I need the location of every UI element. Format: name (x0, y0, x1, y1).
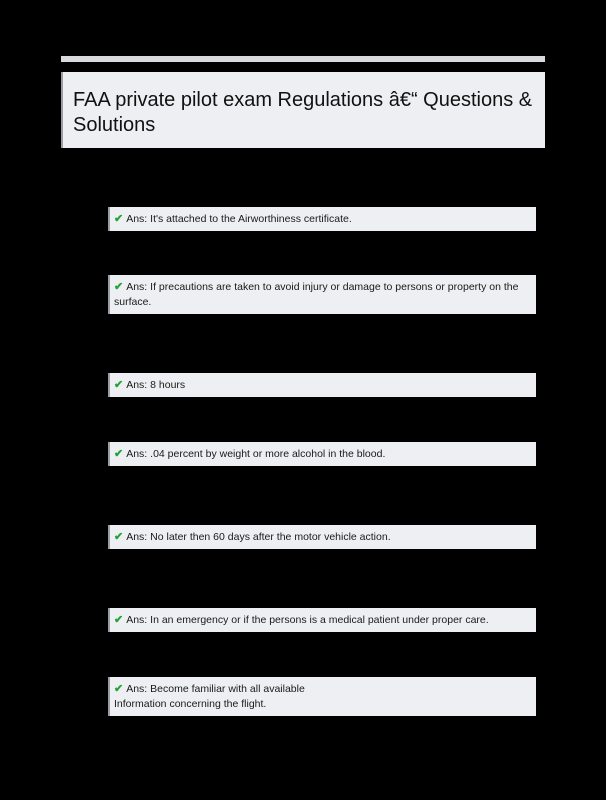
header-divider (61, 56, 545, 62)
answer-text: Ans: It's attached to the Airworthiness certificate. (126, 213, 352, 225)
answer-text: Ans: Become familiar with all available Information concerning the flight. (114, 683, 305, 710)
answer-box-7 (108, 677, 536, 716)
checkmark-icon: ✔ (114, 379, 124, 391)
answer-box-3 (108, 373, 536, 397)
answer-box-4 (108, 442, 536, 466)
checkmark-icon: ✔ (114, 213, 124, 225)
answer-text: Ans: 8 hours (126, 379, 186, 391)
checkmark-icon: ✔ (114, 531, 124, 543)
answer-box-1 (108, 207, 536, 231)
answer-box-6 (108, 608, 536, 632)
answer-text: Ans: In an emergency or if the persons is a medical patient under proper care. (126, 614, 489, 626)
answer-text: Ans: No later then 60 days after the motor vehicle action. (126, 531, 391, 543)
page-title: FAA private pilot exam Regulations â€“ Questions & Solutions (73, 89, 533, 136)
checkmark-icon: ✔ (114, 448, 124, 460)
checkmark-icon: ✔ (114, 281, 124, 293)
checkmark-icon: ✔ (114, 683, 124, 695)
title-box (61, 72, 545, 148)
answer-text: Ans: If precautions are taken to avoid injury or damage to persons or property on the surface. (114, 281, 519, 308)
answer-box-2 (108, 275, 536, 314)
answer-box-5 (108, 525, 536, 549)
answer-text: Ans: .04 percent by weight or more alcohol in the blood. (126, 448, 386, 460)
checkmark-icon: ✔ (114, 614, 124, 626)
